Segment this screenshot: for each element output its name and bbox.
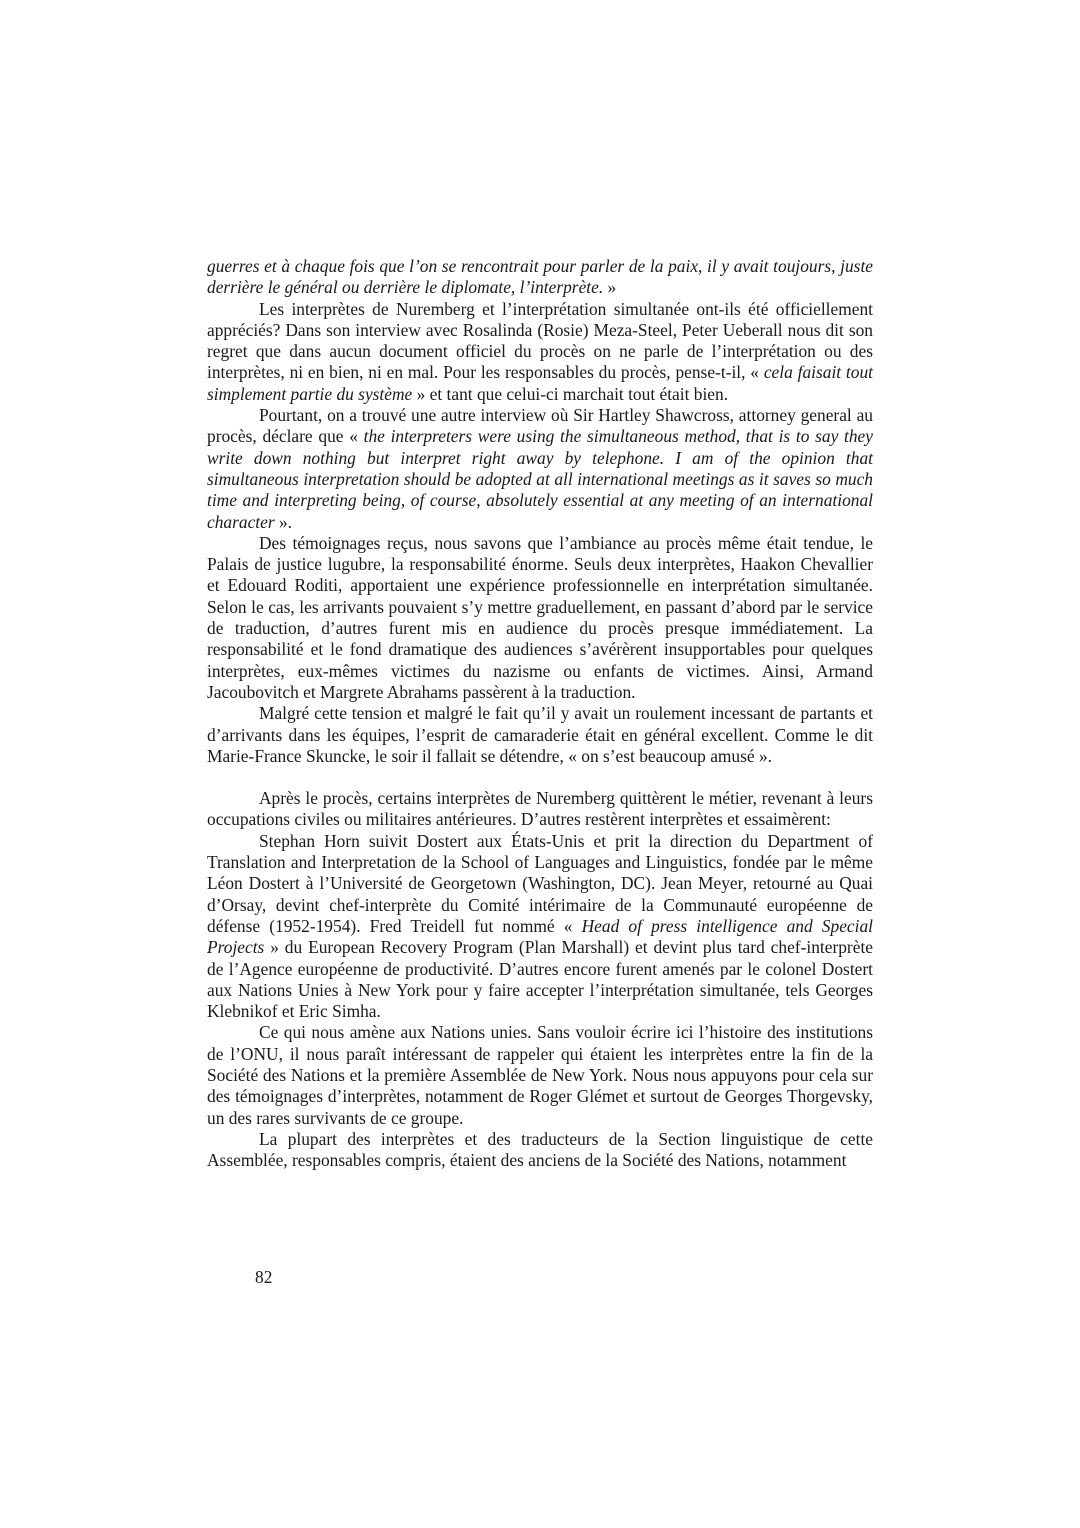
body-text-run: » et tant que celui-ci marchait tout était bien. (412, 383, 729, 404)
body-text-run: Malgré cette tension et malgré le fait qu’il y avait un roulement incessant de partants et d’arrivants dans les équipes, l’esprit de camaraderie était en général excellent. Comme le dit Marie-France Skuncke, le soir il fallait se détendre, « on s’est beaucoup amusé ». (207, 703, 873, 766)
paragraph (207, 256, 873, 299)
paragraph (207, 405, 873, 533)
body-text-run: Pourtant, on a trouvé une autre interview où Sir Hartley Shawcross, attorney general au procès, déclare que « (207, 405, 873, 447)
body-text (207, 256, 873, 1171)
body-text-run: » (603, 277, 617, 298)
paragraph (207, 788, 873, 831)
body-text-run: ». (274, 511, 293, 532)
italic-text: cela faisait tout simplement partie du système (207, 362, 873, 404)
paragraph (207, 533, 873, 703)
paragraph (207, 703, 873, 767)
page-number: 82 (255, 1267, 273, 1287)
body-text-run: Après le procès, certains interprètes de Nuremberg quittèrent le métier, revenant à leurs occupations civiles ou militaires antérieures. D’autres restèrent interprètes et essaimèrent: (207, 788, 873, 830)
italic-text: guerres et à chaque fois que l’on se rencontrait pour parler de la paix, il y avait toujours, juste derrière le général ou derrière le diplomate, l’interprète. (207, 256, 873, 298)
italic-text: Head of press intelligence and Special Projects (207, 915, 873, 958)
body-text-run: » du European Recovery Program (Plan Marshall) et devint plus tard chef-interprète de l’Agence européenne de productivité. D’autres encore furent amenés par le colonel Dostert aux Nations Unies à New York pour y faire accepter l’interprétation simultanée, tels Georges Klebnikof et Eric Simha. (207, 937, 873, 1022)
paragraph (207, 299, 873, 405)
paragraph (207, 1129, 873, 1172)
body-text-run: Ce qui nous amène aux Nations unies. Sans vouloir écrire ici l’histoire des institutions de l’ONU, il nous paraît intéressant de rappeler qui étaient les interprètes entre la fin de la Société des Nations et la première Assemblée de New York. Nous nous appuyons pour cela sur des témoignages d’interprètes, notamment de Roger Glémet et surtout de Georges Thorgevsky, un des rares survivants de ce groupe. (207, 1022, 873, 1128)
paragraph (207, 1022, 873, 1128)
italic-text: the interpreters were using the simultaneous method, that is to say they write down nothing but interpret right away by telephone. I am of the opinion that simultaneous interpretation should be adopted at all international meetings as it saves so much time and interpreting being, of course, absolutely essential at any meeting of an international character (207, 426, 873, 532)
paragraph (207, 831, 873, 1023)
body-text-run: Des témoignages reçus, nous savons que l’ambiance au procès même était tendue, le Palais de justice lugubre, la responsabilité énorme. Seuls deux interprètes, Haakon Chevallier et Edouard Roditi, apportaient une expérience professionnelle en interprétation simultanée. Selon le cas, les arrivants pouvaient s’y mettre graduellement, en passant d’abord par le service de traduction, d’autres furent mis en audience du procès presque immédiatement. La responsabilité et le fond dramatique des audiences s’avérèrent insupportables pour quelques interprètes, eux-mêmes victimes du nazisme ou enfants de victimes. Ainsi, Armand Jacoubovitch et Margrete Abrahams passèrent à la traduction. (207, 532, 873, 702)
body-text-run: La plupart des interprètes et des traducteurs de la Section linguistique de cette Assemblée, responsables compris, étaient des anciens de la Société des Nations, notamment (207, 1128, 873, 1171)
body-text-run: Stephan Horn suivit Dostert aux États-Unis et prit la direction du Department of Translation and Interpretation de la School of Languages and Linguistics, fondée par le même Léon Dostert à l’Université de Georgetown (Washington, DC). Jean Meyer, retourné au Quai d’Orsay, devint chef-interprète du Comité intérimaire de la Communauté européenne de défense (1952-1954). Fred Treidell fut nommé « (207, 830, 873, 936)
body-text-run: Les interprètes de Nuremberg et l’interprétation simultanée ont-ils été officiellement appréciés? Dans son interview avec Rosalinda (Rosie) Meza-Steel, Peter Ueberall nous dit son regret que dans aucun document officiel du procès on ne parle de l’interprétation ou des interprètes, ni en bien, ni en mal. Pour les responsables du procès, pense-t-il, « (207, 298, 873, 383)
